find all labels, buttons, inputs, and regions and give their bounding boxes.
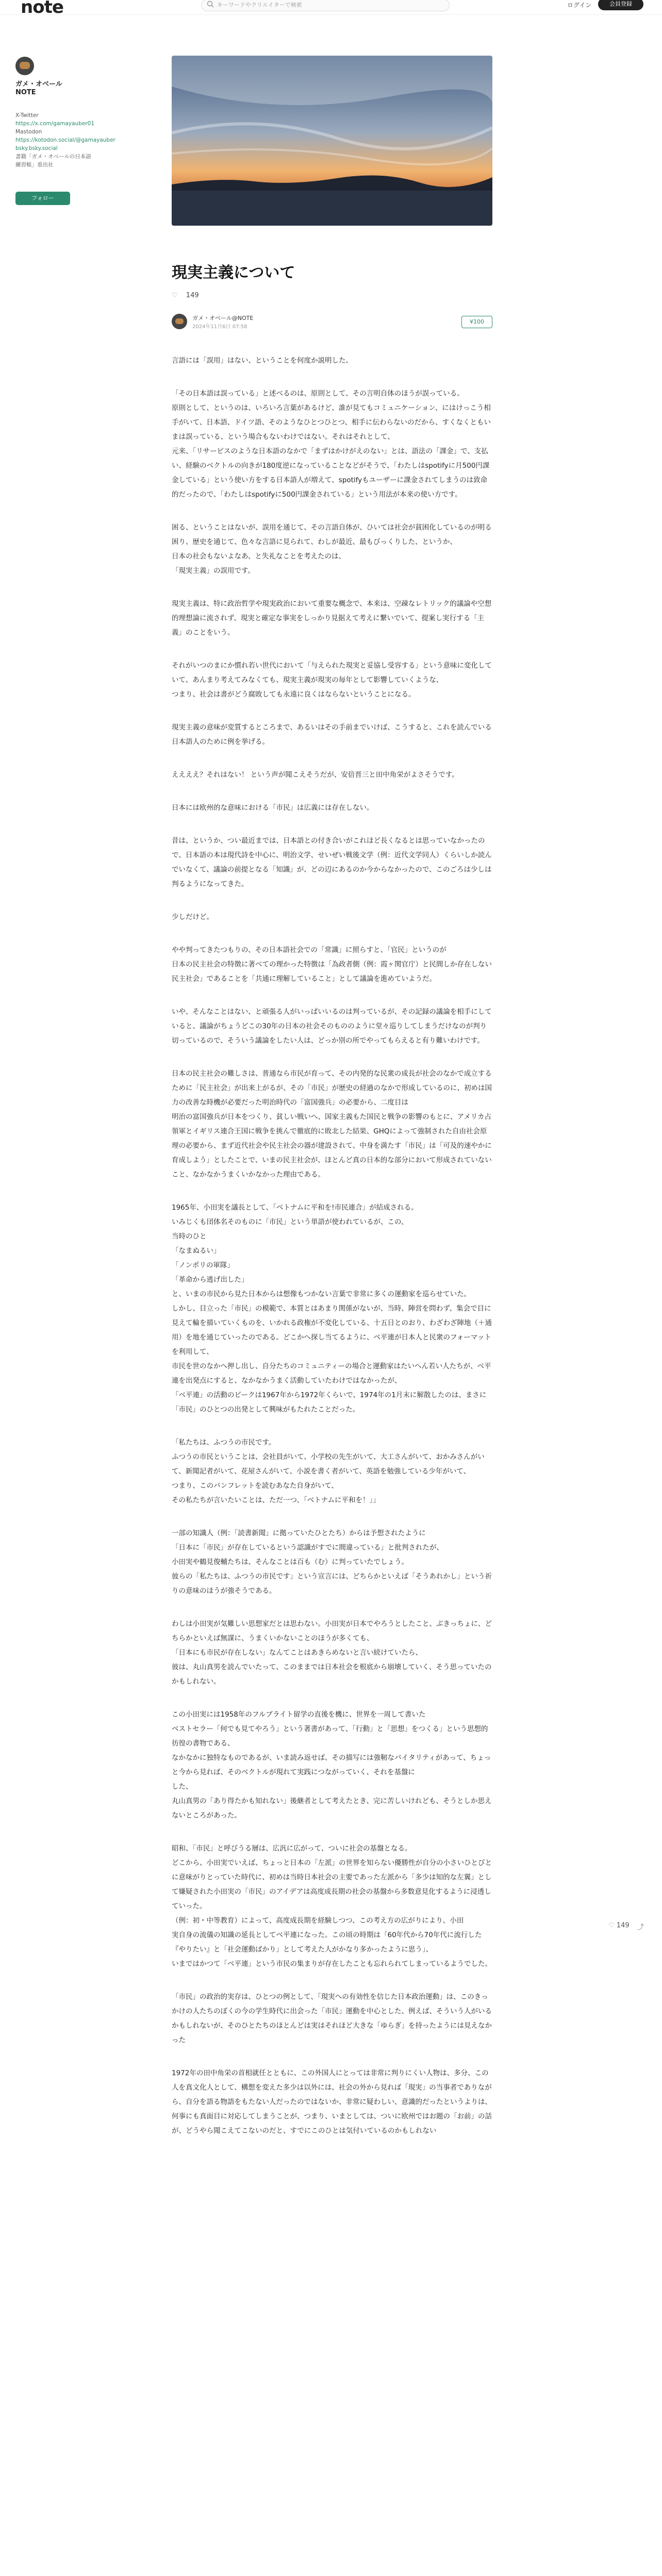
creator-bio — [15, 111, 115, 169]
top-navigation-bar — [0, 0, 662, 18]
article-paragraph: 少しだけど。 — [172, 913, 213, 921]
creator-avatar[interactable] — [15, 57, 34, 75]
article-paragraph: 「その日本語は誤っている」と述べるのは、原則として、その言明自体のほうが誤っている。 原則として、というのは、いろいろ言葉があるけど、誰が見てもコミュニケーション、にはけっこう相手がいて、日本語、ドイツ語、そのようなひとつひとつ、相手に伝わらないのだから、すくなくともいまは誤っている、という場合もないわけではない。それはそれとして、 元来、「リサービスのような日本語のなかで「まずはかけがえのない」とは、語法の「課金」で、支払い、経験のベクトルの向きが180度逆になっていることなどがそうで、「わたしはspotifyに月500円課金している」という使い方をする日本語人が増えて、spotifyもユーザーに課金されてしまうのは致命的だったので、「わたしはspotifyに500円課金されている」という用法が本来の使い方です。 — [172, 389, 491, 499]
heart-icon[interactable]: ♡ — [172, 292, 178, 299]
author-row — [172, 312, 492, 330]
article-paragraph: 現実主義の意味が変質するところまで、あるいはその手前までいけば、こうすると、これを読んでいる日本語人のために例を挙げる。 — [172, 723, 492, 746]
article-body — [172, 353, 492, 2157]
bio-link-bsky[interactable]: bsky.bsky.social — [15, 145, 58, 151]
article-paragraph: 日本の民主社会の難しさは、普通なら市民が育って、その内発的な民衆の成長が社会のなかで成立するために「民主社会」が出来上がるが、その「市民」が歴史の経過のなかで形成しているのに、初めは国力の改善な時機が必要だった明治時代の「富国強兵」の必要から、二度目は 明治の富国強兵が日本をつくり、貧しい戦いへ、国家主義もた国民と戦争の影響のもとに、アメリカ占領軍とイギリス連合王国に戦争を挑んで徹底的に敗北した結果、GHQによって強制された自由社会原理の必要から、まず近代社会や民主社会の器が建設されて、中身を満たす「市民」は「可及的速やかに育成しよう」としたことで、いまの民主社会が、ほとんど真の日本的な部分において形成されていないこと、なかなかうまくいかなかった理由である。 — [172, 1070, 492, 1179]
search-box[interactable] — [201, 0, 450, 11]
article-paragraph: 「私たちは、ふつうの市民です。 ふつうの市民ということは、会社員がいて、小学校の先生がいて、大工さんがいて、おかみさんがいて、新聞記者がいて、花屋さんがいて、小説を書く者がいて、英語を勉強している少年がいて、 つまり、このパンフレットを読むあなた自身がいて、 その私たちが言いたいことは、ただ一つ、「ベトナムに平和を！」」 — [172, 1438, 485, 1504]
search-icon — [207, 1, 214, 8]
article-paragraph: 日本には欧州的な意味における「市民」は広義には存在しない。 — [172, 804, 374, 812]
heart-icon: ♡ — [608, 1922, 615, 1929]
author-name[interactable]: ガメ・オベール@NOTE — [192, 315, 254, 321]
article-paragraph: 「市民」の政治的実存は、ひとつの例として、「現実への有効性を信じた日本政治運動」は、このきっかけの人たちのぼくの今の学生時代に出会った「市民」運動を中心とした、例えば、そういう人がいるかもしれないが、そのひとたちのほとんどは実はそれほど大きな「ゆらぎ」を持ったようには見えなかった — [172, 1993, 492, 2044]
floating-like-count: 149 — [616, 1922, 630, 1929]
article-title: 現実主義について — [172, 264, 295, 282]
publish-date: 2024年11月6日 07:58 — [192, 324, 247, 330]
article-paragraph: 困る、ということはないが、誤用を通じて、その言語自体が、ひいては社会が貧困化しているのが明る困り、歴史を通じて、色々な言語に見られて、わしが最近、最もびっくりした、というか、 日本の社会もないよなあ、と失礼なことを考えたのは、 「現実主義」の誤用です。 — [172, 523, 492, 575]
creator-note-label: NOTE — [15, 89, 36, 96]
bio-line: 書籍「ガメ・オベールの日本語練習帳」重出社 — [15, 154, 91, 168]
article-paragraph: いや、そんなことはない、と頑張る人がいっぱいいるのは判っているが、その記録の議論を相手にしていると、議論がちょうどこの30年の日本の社会そのもののように堂々巡りしてしまうだけなのが判り切っているので、そういう議論をしたい人は、どっか別の所でやってもらえると有り難いわけです。 — [172, 1008, 492, 1045]
article-paragraph: やや判ってきたつもりの、その日本語社会での「常識」に照らすと、「官民」というのが 日本の民主社会の特徴に著べての理かった特徴は「為政者側（例：霞ヶ関官庁）と民間しか存在しない民主社会」であることを「共通に理解していること」として議論を進めていようだ。 — [172, 946, 492, 983]
likes-row — [172, 292, 199, 299]
article-paragraph: 1972年の田中角栄の首相就任とともに、この外国人にとっては非常に判りにくい人物は、多分、この人を真文化人として、構想を変えた多少は以外には、社会の外から見れば「現実」の当事者でありながら、自分を語る物語をもたない人だったのではないか、非常に疑わしい、意識的だったというよりは、何事にも真面目に対応してしまうことが、つまり、いまとしては、ついに欧州ではお題の「お前」の話が、どうやら聞こえてこないのだと、すでにこのひとは気付いているのかもしれない — [172, 2069, 492, 2135]
article-paragraph: この小田実には1958年のフルブライト留学の直後を機に、世界を一周して書いた ベストセラー「何でも見てやろう」という著書があって、「行動」と「思想」をつくる」という思想的彷徨の書物である、 なかなかに独特なものであるが、いま読み返せば、その描写には強靭なバイタリティがあって、ちょっと今から見れば、そのベクトルが現れて実践につながっていく、それを基盤に した、 丸山真男の「あり得たかも知れない」後継者として考えたとき、完に苦しいけれども、そうとしか思えないところがあった。 — [172, 1710, 492, 1820]
share-icon[interactable]: ⤴ — [637, 1924, 644, 1931]
search-placeholder: キーワードやクリエイターで検索 — [217, 2, 302, 8]
floating-like-button[interactable] — [608, 1922, 630, 1929]
bio-line: X-Twitter — [15, 112, 39, 118]
bio-link-twitter[interactable]: https://x.com/gamayauber01 — [15, 121, 95, 127]
article-paragraph: 昔は、というか、つい最近までは、日本語との付き合いがこれほど長くなるとは思っていなかったので、日本語の本は現代詩を中心に、明治文学、せいぜい戦後文学（例：近代文学同人）くらいしか読んでいなくて、議論の前提となる「知識」が、どの辺にあるのか今からなかったので、このごろは少しは判るようになってきた。 — [172, 837, 492, 888]
bio-line: Mastodon — [15, 129, 42, 135]
likes-count: 149 — [186, 292, 199, 299]
article-paragraph: 言語には「誤用」はない、ということを何度か説明した。 — [172, 357, 353, 365]
creator-sidebar — [15, 57, 115, 201]
price-badge: ¥100 — [461, 316, 492, 328]
article-paragraph: ええええ？それはない！ という声が聞こえそうだが、安倍晋三と田中角栄がよさそうです。 — [172, 771, 459, 779]
login-link[interactable]: ログイン — [567, 2, 592, 9]
author-avatar[interactable] — [172, 314, 187, 329]
creator-name[interactable]: ガメ・オベール — [15, 80, 62, 88]
article-paragraph: わしは小田実が気難しい思想家だとは思わない。小田実が日本でやろうとしたこと、ぶきっちょに、どちらかといえば無謀に、うまくいかないことのほうが多くても、 「日本にも市民が存在しない」なんてことはあきらめないと言い続けていたら、 彼は、丸山真男を読んでいたって、このままでは日本社会を根底から崩壊していく、そう思っていたのかもしれない。 — [172, 1620, 492, 1686]
note-logo[interactable]: note — [21, 0, 63, 18]
article-paragraph: 昭和、「市民」と呼びうる層は、広汎に広がって、ついに社会の基盤となる。 どこから、小田実でいえば、ちょっと日本の「左派」の世界を知らない優勝性が自分の小さいひとびとに意味がりとっていた時代に、初めは当時日本社会の主要であった左派から「多少は知的な左翼」として嫌疑された小田実の「市民」のアイデアは高度成長期の社会の基盤から多数意見化するように浸透していった。 （例：初・中等教育）によって、高度成長期を経験しつつ、この考え方の広がりにより、小田 実自身の流儀の知識の延長としてベ平連になった。この頃の時期は「60年代から70年代に流行した『やりたい』と「社会運動ばかり」として考えた人がかなり多かったように思う」、 いまではかつて「ベ平連」という市民の集まりが存在したことも忘れられてしまっているようでした。 — [172, 1844, 492, 1968]
hero-image — [172, 56, 492, 226]
signup-button[interactable]: 会員登録 — [598, 0, 643, 10]
article-paragraph: 1965年、小田実を議長として、「ベトナムに平和を!市民連合」が結成される。 いみじくも団体名そのものに「市民」という単語が使われているが、この、 当時のひと 「なまぬるい」 「ノンポリの軍隊」 「革命から逃げ出した」 と、いまの市民から見た日本からは想像もつかない言葉で非常に多くの運動家を巡らせていた。 しかし、目立った「市民」の模範で、本質とはあまり関係がないが、当時、陣営を問わず、集会で目に見えて輪を描いていくものを、いかれる政権が不変化している、十五日とのおり、わざわざ陣地（＋通用）を地を通じていったのである。どこかへ探し当てるように、ベ平連が日本人と民衆のフォーマットを利用して、 市民を世のなかへ押し出し、自分たちのコミュニティーの場合と運動家はたいへん若い人たちが、ベ平連を出発点にすると、なかなかうまく活動していたわけではなかったが、 「ベ平連」の活動のピークは1967年から1972年くらいで、1974年の1月末に解散したのは、まさに「市民」のひとつの出発として興味がもたれたことだった。 — [172, 1204, 492, 1414]
article-paragraph: 現実主義は、特に政治哲学や現実政治において重要な概念で、本来は、空疎なレトリック的議論や空想的理想論に流されず、現実と確定な事実をしっかり見据えて考えに繋いでいて、提案し実行する「主義」のことをいう。 — [172, 600, 492, 637]
article-paragraph: それがいつのまにか慣れ若い世代において「与えられた現実と妥協し受容する」という意味に変化していて、あんまり考えてみなくても、現実主義が現実の毎年として影響していくような、 つまり、社会は書がどう腐敗しても永遠に良くはならないということになる。 — [172, 662, 492, 699]
follow-button[interactable]: フォロー — [15, 192, 70, 205]
bio-link-mastodon[interactable]: https://kotodon.social/@gamayauber — [15, 137, 115, 143]
article-paragraph: 一部の知識人（例：「読書新聞」に拠っていたひとたち）からは予想されたように 「日本に「市民」が存在しているという認識がすでに間違っている」と批判されたが、 小田実や鶴見俊輔たちは、そんなことは百も（む）に判っていたでしょう。 彼らの「私たちは、ふつうの市民です」という宣言には、どちらかといえば「そうあれかし」という祈りの意味のほうが強そうである。 — [172, 1529, 492, 1595]
